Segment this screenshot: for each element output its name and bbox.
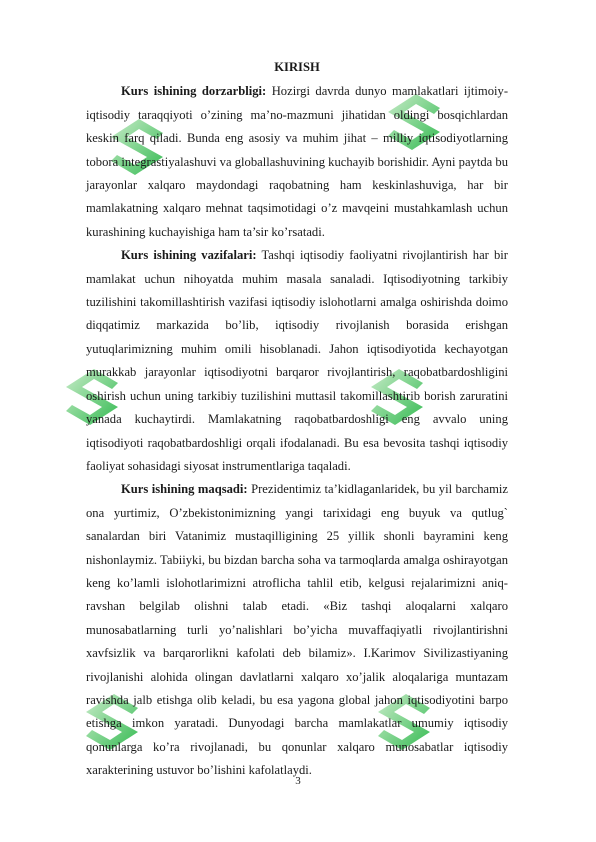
document-title: KIRISH (274, 60, 320, 74)
paragraph-maqsadi (86, 478, 508, 782)
paragraph-vazifalari (86, 244, 508, 478)
paragraph-heading: Kurs ishining maqsadi: (121, 482, 248, 497)
paragraph-heading: Kurs ishining dorzarbligi: (121, 84, 267, 99)
document-body (86, 56, 508, 783)
paragraph-heading: Kurs ishining vazifalari: (121, 248, 257, 263)
paragraph-text: Prezidentimiz ta’kidlaganlaridek, bu yil barchamiz ona yurtimiz, O’zbekistonimizning yangi tarixidagi eng buyuk va qutlug` sanalardan biri Vatanimiz mustaqilligining 25 yillik shonli bayramini keng nishonlaymiz. Tabiiyki, bu bizdan barcha soha va tarmoqlarda amalga oshirayotgan keng ko’lamli islohotlarimizni atroflicha tahlil etib, kelgusi rejalarimizni aniq-ravshan belgilab olishni talab etadi. «Biz tashqi aloqalarni xalqaro munosabatlarning turli yo’nalishlari bo’yicha muvaffaqiyatli rivojlantirishni xavfsizlik va barqarorlikni kafolati deb bilamiz». I.Karimov Sivilizastiyaning rivojlanishi alohida olingan davlatlarni xalqaro xo’jalik aloqalariga muntazam ravishda jalb etishga olib keladi, bu esa yagona global jahon iqtisodiyotini barpo etishga imkon yaratadi. Dunyodagi barcha mamlakatlar umumiy iqtisodiy qonunlarga ko’ra rivojlanadi, bu qonunlar xalqaro munosabatlar iqtisodiy xarakterining ustuvor bo’lishini kafolatlaydi. (86, 482, 508, 778)
paragraph-dorzarbligi (86, 80, 508, 244)
paragraph-text: Hozirgi davrda dunyo mamlakatlari ijtimoiy-iqtisodiy taraqqiyoti o’zining ma’no-mazmuni jihatidan oldingi bosqichlardan keskin farq qiladi. Bunda eng asosiy va muhim jihat – milliy iqtisodiyotlarning tobora integrastiyalashuvi va globallashuvining kuchayib borishidir. Ayni paytda bu jarayonlar xalqaro maydondagi raqobatning ham keskinlashuviga, har bir mamlakatning xalqaro mehnat taqsimotidagi o’z mavqeini mustahkamlash uchun kurashining kuchayishiga ham ta’sir ko’rsatadi. (86, 84, 509, 239)
page-number: 3 (295, 775, 301, 787)
paragraph-text: Tashqi iqtisodiy faoliyatni rivojlantirish har bir mamlakat uchun nihoyatda muhim masala sanaladi. Iqtisodiyotning tarkibiy tuzilishini takomillashtirish vazifasi iqtisodiy islohotlarni amalga oshirishda doimo diqqatimiz markazida bo’lib, iqtisodiy rivojlanish borasida erishgan yutuqlarimizning muhim omili hisoblanadi. Jahon iqtisodiyotida kechayotgan murakkab jarayonlar iqtisodiyotni barqaror rivojlantirish, raqobatbardoshligini oshirish uchun uning tarkibiy tuzilishini muttasil takomillashtirib borish zaruratini yanada kuchaytirdi. Mamlakatning raqobatbardoshligi eng avvalo uning iqtisodiyoti raqobatbardoshligi orqali ifodalanadi. Bu esa bevosita tashqi iqtisodiy faoliyat sohasidagi siyosat instrumentlariga taqaladi. (86, 248, 508, 473)
